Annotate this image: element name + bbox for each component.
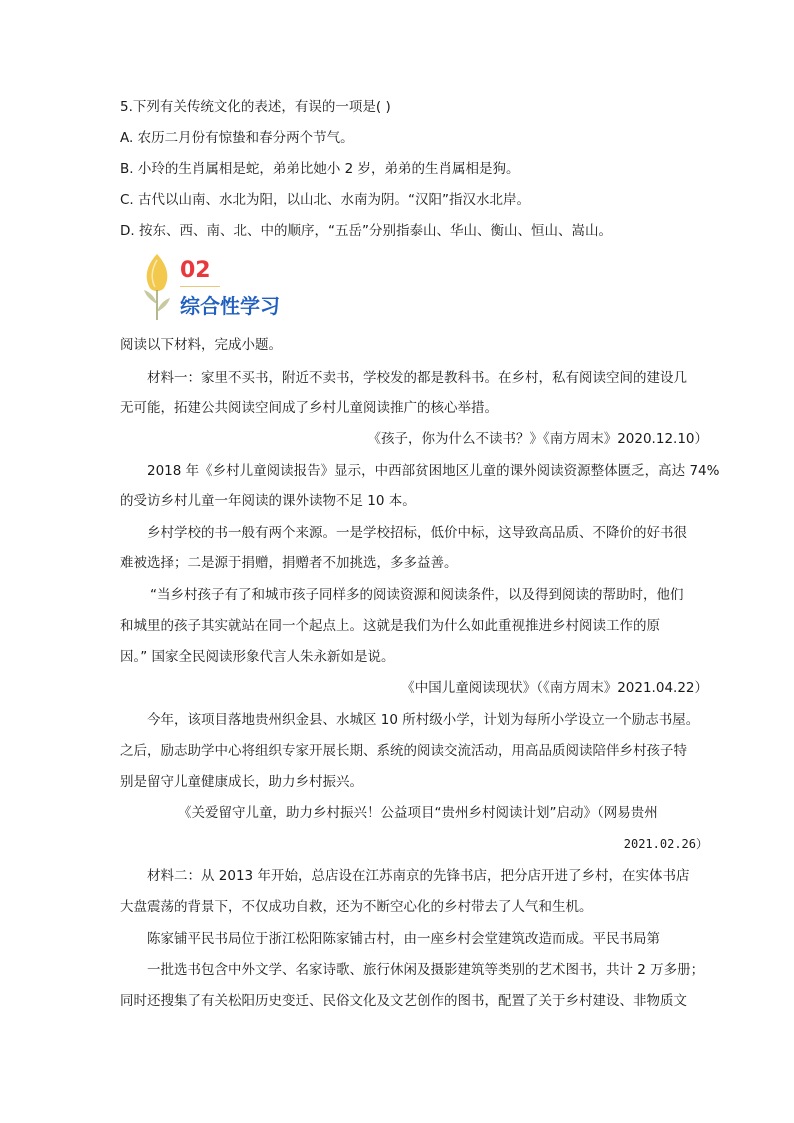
question-5-option-a: A. 农历二月份有惊蛰和春分两个节气。 xyxy=(120,130,354,146)
question-5-stem: 5.下列有关传统文化的表述，有误的一项是( ) xyxy=(120,99,391,115)
paragraph-5-line-2: 之后，励志助学中心将组织专家开展长期、系统的阅读交流活动，用高品质阅读陪伴乡村孩子特 xyxy=(120,743,687,759)
section-number: 02 xyxy=(180,258,211,283)
source-citation-2: 《中国儿童阅读现状》（《南方周末》2021.04.22） xyxy=(401,680,708,696)
flower-bud-icon xyxy=(140,252,174,322)
section-header xyxy=(140,252,290,322)
paragraph-4-line-1: “当乡村孩子有了和城市孩子同样多的阅读资源和阅读条件，以及得到阅读的帮助时，他们 xyxy=(150,587,684,603)
paragraph-7-line-1: 陈家铺平民书局位于浙江松阳陈家铺古村，由一座乡村会堂建筑改造而成。平民书局第 xyxy=(147,931,660,947)
paragraph-5-line-1: 今年，该项目落地贵州织金县、水城区 10 所村级小学，计划为每所小学设立一个励志书屋。 xyxy=(147,712,700,728)
material-2-line-2: 大盘震荡的背景下，不仅成功自救，还为不断空心化的乡村带去了人气和生机。 xyxy=(120,899,593,915)
paragraph-4-line-2: 和城里的孩子其实就站在同一个起点上。这就是我们为什么如此重视推进乡村阅读工作的原 xyxy=(120,618,660,634)
material-2-line-1: 材料二：从 2013 年开始，总店设在江苏南京的先锋书店，把分店开进了乡村，在实体书店 xyxy=(147,868,690,884)
paragraph-2-line-1: 2018 年《乡村儿童阅读报告》显示，中西部贫困地区儿童的课外阅读资源整体匮乏，高达 74% xyxy=(147,463,720,479)
paragraph-2-line-2: 的受访乡村儿童一年阅读的课外读物不足 10 本。 xyxy=(120,493,416,509)
paragraph-3-line-1: 乡村学校的书一般有两个来源。一是学校招标，低价中标，这导致高品质、不降价的好书很 xyxy=(147,525,687,541)
paragraph-7-line-2: 一批选书包含中外文学、名家诗歌、旅行休闲及摄影建筑等类别的艺术图书，共计 2 万多册； xyxy=(147,962,705,978)
section-title: 综合性学习 xyxy=(180,294,280,318)
material-1-line-1: 材料一：家里不买书，附近不卖书，学校发的都是教科书。在乡村，私有阅读空间的建设几 xyxy=(147,370,687,386)
question-5-option-b: B. 小玲的生肖属相是蛇，弟弟比她小 2 岁，弟弟的生肖属相是狗。 xyxy=(120,161,520,177)
question-5-option-d: D. 按东、西、南、北、中的顺序，“五岳”分别指泰山、华山、衡山、恒山、嵩山。 xyxy=(120,223,612,239)
paragraph-3-line-2: 难被选择；二是源于捐赠，捐赠者不加挑选，多多益善。 xyxy=(120,555,458,571)
material-1-line-2: 无可能，拓建公共阅读空间成了乡村儿童阅读推广的核心举措。 xyxy=(120,400,498,416)
paragraph-7-line-3: 同时还搜集了有关松阳历史变迁、民俗文化及文艺创作的图书，配置了关于乡村建设、非物质文 xyxy=(120,993,687,1009)
source-citation-3-line-1: 《关爱留守儿童，助力乡村振兴！公益项目“贵州乡村阅读计划”启动》（网易贵州 xyxy=(178,805,658,821)
source-citation-1: 《孩子，你为什么不读书？》《南方周末》2020.12.10） xyxy=(367,431,708,447)
paragraph-4-line-3: 因。” 国家全民阅读形象代言人朱永新如是说。 xyxy=(120,649,395,665)
intro-text: 阅读以下材料，完成小题。 xyxy=(120,337,282,353)
section-divider xyxy=(180,286,220,287)
question-5-option-c: C. 古代以山南、水北为阳，以山北、水南为阴。“汉阳”指汉水北岸。 xyxy=(120,192,530,208)
source-citation-3-line-2: 2021.02.26） xyxy=(623,837,708,851)
paragraph-5-line-3: 别是留守儿童健康成长，助力乡村振兴。 xyxy=(120,774,363,790)
